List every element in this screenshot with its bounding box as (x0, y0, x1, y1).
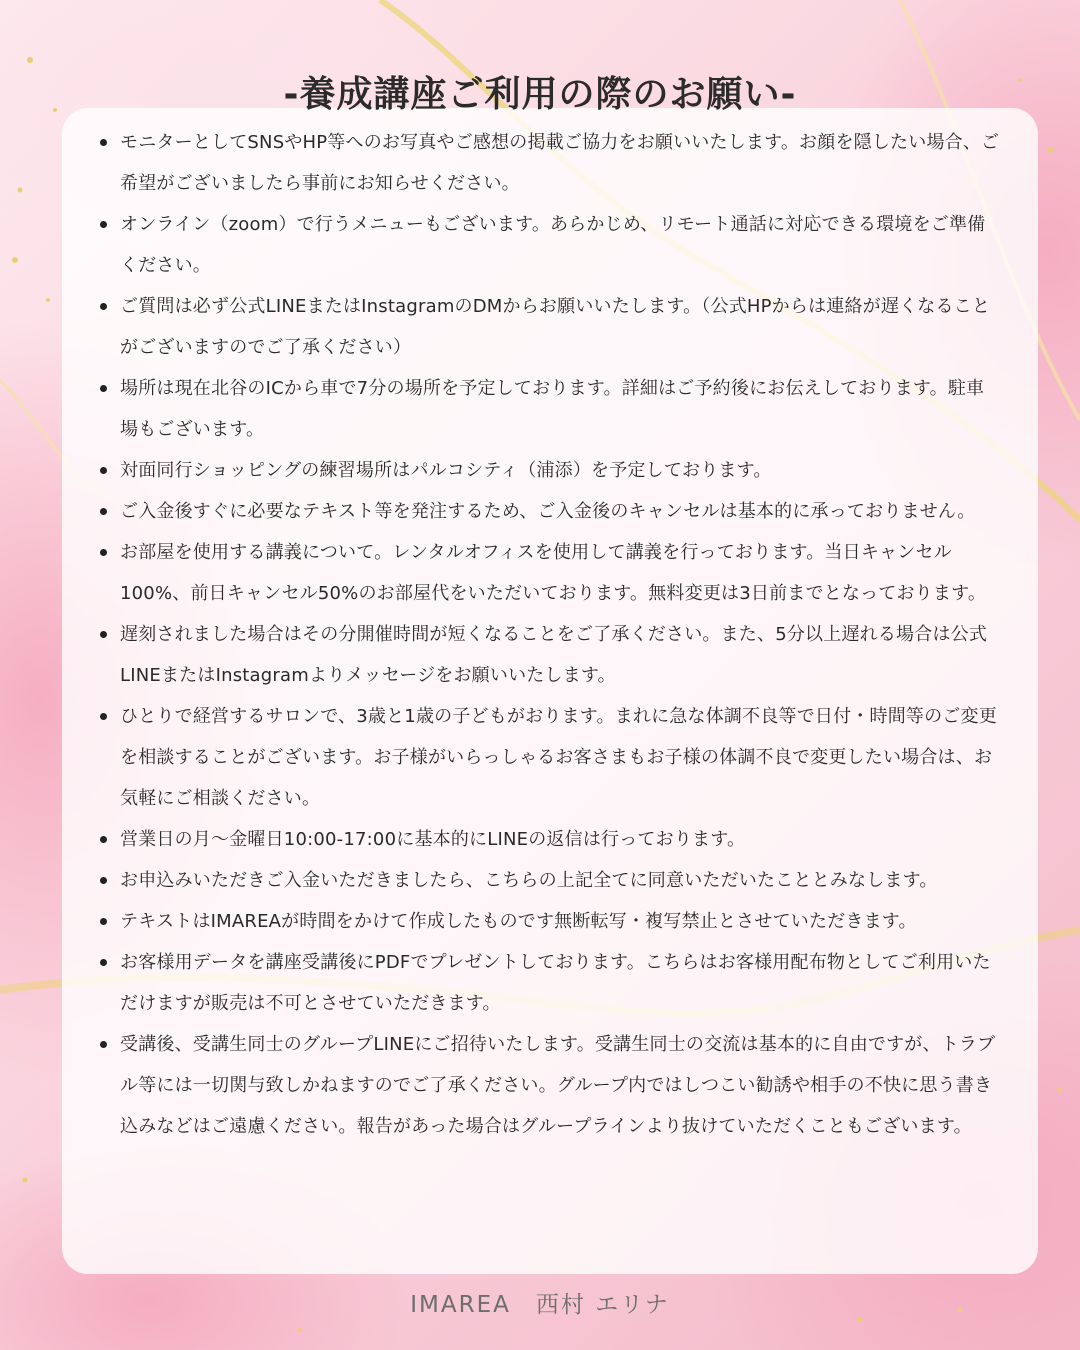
page-title: -養成講座ご利用の際のお願い- (283, 74, 797, 116)
list-item: お部屋を使用する講義について。レンタルオフィスを使用して講義を行っております。当日キャンセル100%、前日キャンセル50%のお部屋代をいただいております。無料変更は3日前までとなっております。 (120, 532, 1000, 614)
notice-list (120, 122, 1000, 1147)
author-signature: IMAREA 西村 エリナ (410, 1292, 670, 1318)
list-item: お申込みいただきご入金いただきましたら、こちらの上記全てに同意いただいたこととみなします。 (120, 860, 1000, 901)
list-item: テキストはIMAREAが時間をかけて作成したものです無断転写・複写禁止とさせていただきます。 (120, 901, 1000, 942)
list-item: モニターとしてSNSやHP等へのお写真やご感想の掲載ご協力をお願いいたします。お顔を隠したい場合、ご希望がございましたら事前にお知らせください。 (120, 122, 1000, 204)
list-item: 営業日の月〜金曜日10:00-17:00に基本的にLINEの返信は行っております。 (120, 819, 1000, 860)
list-item: 受講後、受講生同士のグループLINEにご招待いたします。受講生同士の交流は基本的に自由ですが、トラブル等には一切関与致しかねますのでご了承ください。グループ内ではしつこい勧誘や相手の不快に思う書き込みなどはご遠慮ください。報告があった場合はグループラインより抜けていただくこともございます。 (120, 1024, 1000, 1147)
list-item: 遅刻されました場合はその分開催時間が短くなることをご了承ください。また、5分以上遅れる場合は公式LINEまたはInstagramよりメッセージをお願いいたします。 (120, 614, 1000, 696)
list-item: ご入金後すぐに必要なテキスト等を発注するため、ご入金後のキャンセルは基本的に承っておりません。 (120, 491, 1000, 532)
list-item: 対面同行ショッピングの練習場所はパルコシティ（浦添）を予定しております。 (120, 450, 1000, 491)
list-item: ご質問は必ず公式LINEまたはInstagramのDMからお願いいたします。（公式HPからは連絡が遅くなることがございますのでご了承ください） (120, 286, 1000, 368)
list-item: オンライン（zoom）で行うメニューもございます。あらかじめ、リモート通話に対応できる環境をご準備ください。 (120, 204, 1000, 286)
list-item: ひとりで経営するサロンで、3歳と1歳の子どもがおります。まれに急な体調不良等で日付・時間等のご変更を相談することがございます。お子様がいらっしゃるお客さまもお子様の体調不良で変更したい場合は、お気軽にご相談ください。 (120, 696, 1000, 819)
list-item: お客様用データを講座受講後にPDFでプレゼントしております。こちらはお客様用配布物としてご利用いただけますが販売は不可とさせていただきます。 (120, 942, 1000, 1024)
list-item: 場所は現在北谷のICから車で7分の場所を予定しております。詳細はご予約後にお伝えしております。駐車場もございます。 (120, 368, 1000, 450)
